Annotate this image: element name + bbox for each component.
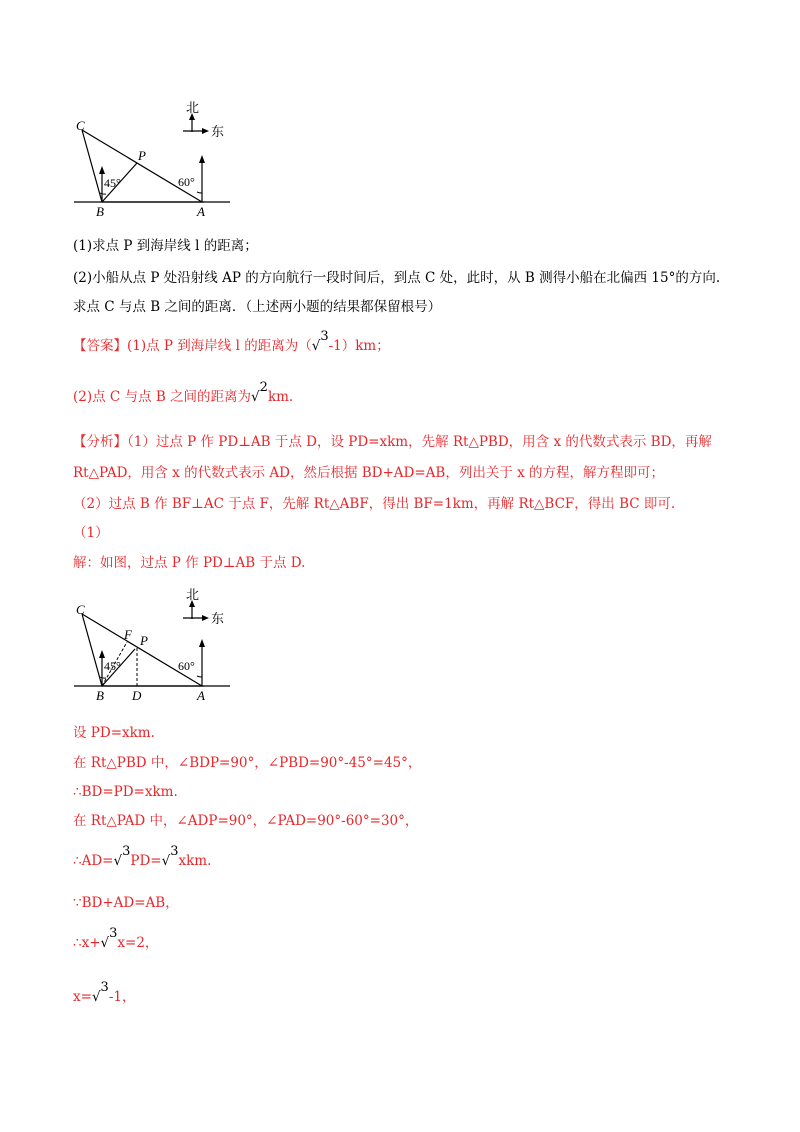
north-label: 北 bbox=[186, 587, 200, 602]
solution-intro: 解：如图，过点 P 作 PD⊥AB 于点 D. bbox=[73, 555, 306, 571]
answer-1: 【答案】(1)点 P 到海岸线 l 的距离为（√3-1）km； bbox=[73, 336, 390, 357]
angle-60-label: 60° bbox=[178, 175, 195, 189]
label-p: P bbox=[140, 633, 148, 648]
label-f: F bbox=[124, 627, 132, 642]
step-4: 在 Rt△PAD 中，∠ADP=90°，∠PAD=90°-60°=30°， bbox=[73, 813, 419, 829]
arrow-b bbox=[99, 650, 105, 658]
label-b: B bbox=[96, 204, 104, 219]
sqrt-3: √3 bbox=[113, 844, 131, 869]
analysis-tag: 【分析】 bbox=[73, 434, 127, 450]
analysis-3: （2）过点 B 作 BF⊥AC 于点 F，先解 Rt△ABF，得出 BF=1km，再解 Rt△BCF，得出 BC 即可. bbox=[73, 496, 676, 512]
figure-2 bbox=[70, 585, 240, 705]
label-p: P bbox=[138, 148, 146, 163]
sqrt-2: √2 bbox=[251, 380, 268, 405]
step-1: 设 PD=xkm. bbox=[73, 725, 155, 741]
sqrt-3: √3 bbox=[161, 844, 179, 869]
label-c: C bbox=[76, 118, 85, 133]
label-a: A bbox=[197, 204, 205, 219]
triangle-cab bbox=[82, 130, 202, 202]
analysis-2: Rt△PAD，用含 x 的代数式表示 AD，然后根据 BD+AD=AB，列出关于 x 的方程，解方程即可； bbox=[73, 465, 665, 481]
arrow-a bbox=[199, 155, 205, 163]
label-d: D bbox=[132, 688, 142, 703]
angle-60-label: 60° bbox=[178, 659, 195, 673]
east-label: 东 bbox=[211, 124, 225, 139]
question-2: (2)小船从点 P 处沿射线 AP 的方向航行一段时间后，到点 C 处，此时，从 B 测得小船在北偏西 15°的方向. bbox=[73, 270, 721, 286]
figure-1 bbox=[70, 100, 240, 220]
analysis-1: 【分析】（1）过点 P 作 PD⊥AB 于点 D，设 PD=xkm，先解 Rt△PBD，用含 x 的代数式表示 BD，再解 bbox=[73, 434, 712, 450]
question-1: (1)求点 P 到海岸线 l 的距离； bbox=[73, 238, 258, 254]
answer-tag: 【答案】 bbox=[73, 338, 127, 354]
label-a: A bbox=[197, 688, 205, 703]
east-label: 东 bbox=[211, 611, 225, 626]
answer-2: (2)点 C 与点 B 之间的距离为√2km. bbox=[73, 387, 293, 408]
arrow-a bbox=[199, 639, 205, 647]
step-7: ∴x+√3x=2， bbox=[73, 933, 158, 954]
angle-45-label: 45° bbox=[104, 176, 121, 190]
step-8: x=√3-1， bbox=[73, 987, 135, 1008]
angle-45-label: 45° bbox=[104, 659, 121, 673]
question-2-cont: 求点 C 与点 B 之间的距离．（上述两小题的结果都保留根号） bbox=[73, 299, 442, 315]
label-c: C bbox=[76, 602, 85, 617]
label-b: B bbox=[96, 688, 104, 703]
step-3: ∴BD=PD=xkm. bbox=[73, 784, 178, 800]
arrow-b bbox=[99, 166, 105, 174]
step-2: 在 Rt△PBD 中，∠BDP=90°，∠PBD=90°-45°=45°， bbox=[73, 755, 422, 771]
part-1-label: （1） bbox=[73, 525, 109, 541]
north-label: 北 bbox=[186, 100, 200, 115]
sqrt-3: √3 bbox=[311, 329, 329, 354]
sqrt-3: √3 bbox=[91, 980, 109, 1005]
step-6: ∵BD+AD=AB， bbox=[73, 895, 179, 911]
sqrt-3: √3 bbox=[100, 926, 118, 951]
step-5: ∴AD=√3PD=√3xkm. bbox=[73, 851, 211, 872]
triangle-cab bbox=[82, 614, 202, 686]
